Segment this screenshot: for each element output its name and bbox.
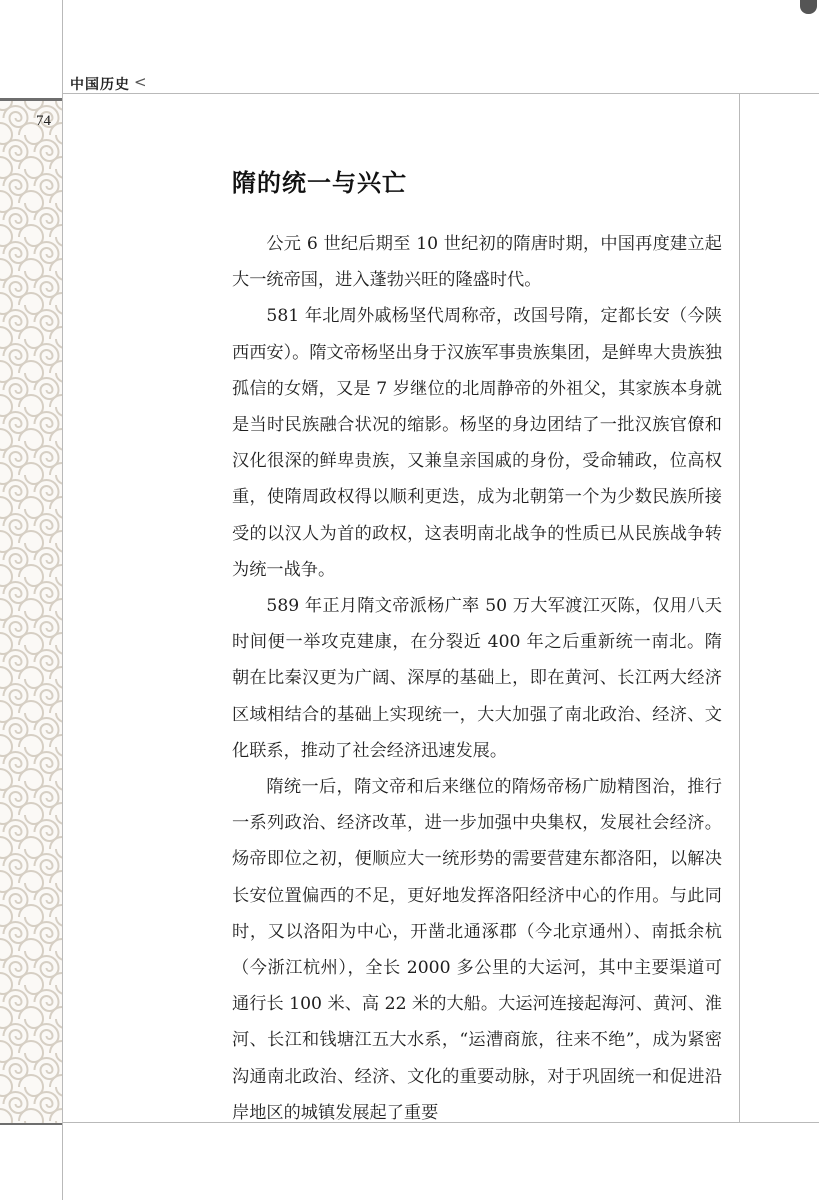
paragraph: 589 年正月隋文帝派杨广率 50 万大军渡江灭陈，仅用八天时间便一举攻克建康，在分裂近 400 年之后重新统一南北。隋朝在比秦汉更为广阔、深厚的基础上，即在黄河、长江两大经济区域相结合的基础上实现统一，大大加强了南北政治、经济、文化联系，推动了社会经济迅速发展。: [232, 596, 722, 761]
left-border-line: [62, 0, 63, 1200]
right-border-line: [739, 93, 740, 1123]
running-header-title: 中国历史: [70, 77, 130, 93]
paragraph: 隋统一后，隋文帝和后来继位的隋炀帝杨广励精图治，推行一系列政治、经济改革，进一步加强中央集权，发展社会经济。炀帝即位之初，便顺应大一统形势的需要营建东都洛阳，以解决长安位置偏西的不足，更好地发挥洛阳经济中心的作用。与此同时，又以洛阳为中心，开凿北通涿郡（今北京通州）、南抵余杭（今浙江杭州），全长 2000 多公里的大运河，其中主要渠道可通行长 100 米、高 22 米的大船。大运河连接起海河、黄河、淮河、长江和钱塘江五大水系，“运漕商旅，往来不绝”，成为紧密沟通南北政治、经济、文化的重要动脉，对于巩固统一和促进沿岸地区的城镇发展起了重要: [232, 777, 722, 1123]
cloud-pattern-icon: [0, 101, 62, 1123]
article-body: [232, 226, 722, 1131]
article-title: 隋的统一与兴亡: [232, 169, 407, 197]
paragraph: 公元 6 世纪后期至 10 世纪初的隋唐时期，中国再度建立起大一统帝国，进入蓬勃兴旺的隆盛时代。: [232, 234, 722, 291]
running-header-separator: <: [134, 73, 147, 91]
paragraph: 581 年北周外戚杨坚代周称帝，改国号隋，定都长安（今陕西西安）。隋文帝杨坚出身于汉族军事贵族集团，是鲜卑大贵族独孤信的女婿，又是 7 岁继位的北周静帝的外祖父，其家族本身就是当时民族融合状况的缩影。杨坚的身边团结了一批汉族官僚和汉化很深的鲜卑贵族，又兼皇亲国戚的身份，受命辅政，位高权重，使隋周政权得以顺利更迭，成为北朝第一个为少数民族所接受的以汉人为首的政权，这表明南北战争的性质已从民族战争转为统一战争。: [232, 306, 722, 580]
corner-dot: [800, 0, 817, 14]
cloud-pattern-strip: [0, 101, 62, 1123]
header-rule: [62, 93, 819, 94]
page-number: 74: [36, 113, 51, 129]
